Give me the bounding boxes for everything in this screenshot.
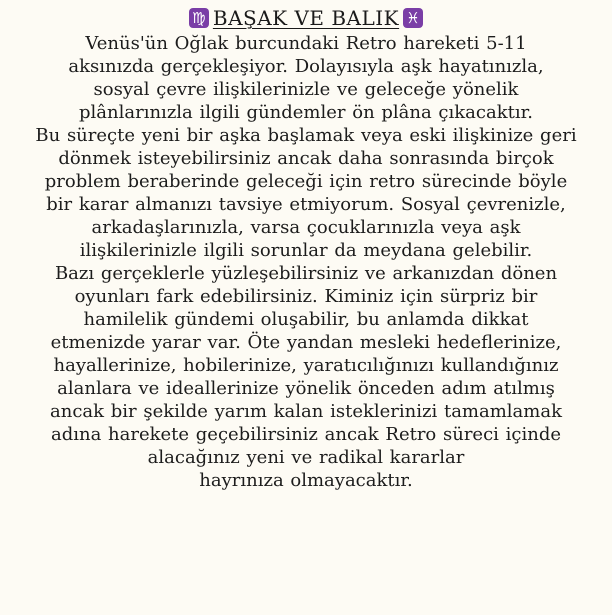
- body-line: arkadaşlarınızla, varsa çocuklarınızla veya aşk: [91, 217, 521, 238]
- pisces-icon: ♓: [403, 8, 423, 28]
- body-line: Venüs'ün Oğlak burcundaki Retro hareketi 5-11: [85, 33, 527, 54]
- body-line: adına harekete geçebilirsiniz ancak Retro süreci içinde: [50, 424, 562, 445]
- body-line: bir karar almanızı tavsiye etmiyorum. Sosyal çevrenizle,: [46, 194, 566, 215]
- body-line: hamilelik gündemi oluşabilir, bu anlamda dikkat: [83, 309, 529, 330]
- body-line: ancak bir şekilde yarım kalan isteklerinizi tamamlamak: [50, 401, 562, 422]
- body-line: dönmek isteyebilirsiniz ancak daha sonrasında birçok: [58, 148, 554, 169]
- body-line: aksınızda gerçekleşiyor. Dolayısıyla aşk hayatınızla,: [68, 56, 544, 77]
- body-line: plânlarınızla ilgili gündemler ön plâna çıkacaktır.: [79, 102, 533, 123]
- body-line: alanlara ve ideallerinize yönelik önceden adım atılmış: [57, 378, 555, 399]
- page-title: BAŞAK VE BALIK: [212, 6, 400, 30]
- body-line: Bu süreçte yeni bir aşka başlamak veya eski ilişkinize geri: [35, 125, 577, 146]
- body-line: oyunları fark edebilirsiniz. Kiminiz için sürpriz bir: [74, 286, 538, 307]
- body-line: alacağınız yeni ve radikal kararlar: [147, 447, 465, 468]
- body-line: ilişkilerinizle ilgili sorunlar da meydana gelebilir.: [79, 240, 533, 261]
- body-line: sosyal çevre ilişkilerinizle ve geleceğe yönelik: [93, 79, 519, 100]
- title-row: [0, 4, 612, 32]
- body-line: Bazı gerçeklerle yüzleşebilirsiniz ve arkanızdan dönen: [54, 263, 558, 284]
- body-line: etmenizde yarar var. Öte yandan mesleki hedeflerinize,: [50, 332, 562, 353]
- body-line: problem beraberinde geleceği için retro sürecinde böyle: [44, 171, 568, 192]
- body-line: hayrınıza olmayacaktır.: [199, 470, 413, 491]
- virgo-icon: ♍: [189, 8, 209, 28]
- body-line: hayallerinize, hobilerinize, yaratıcılığınızı kullandığınız: [53, 355, 559, 376]
- horoscope-body: [0, 32, 612, 492]
